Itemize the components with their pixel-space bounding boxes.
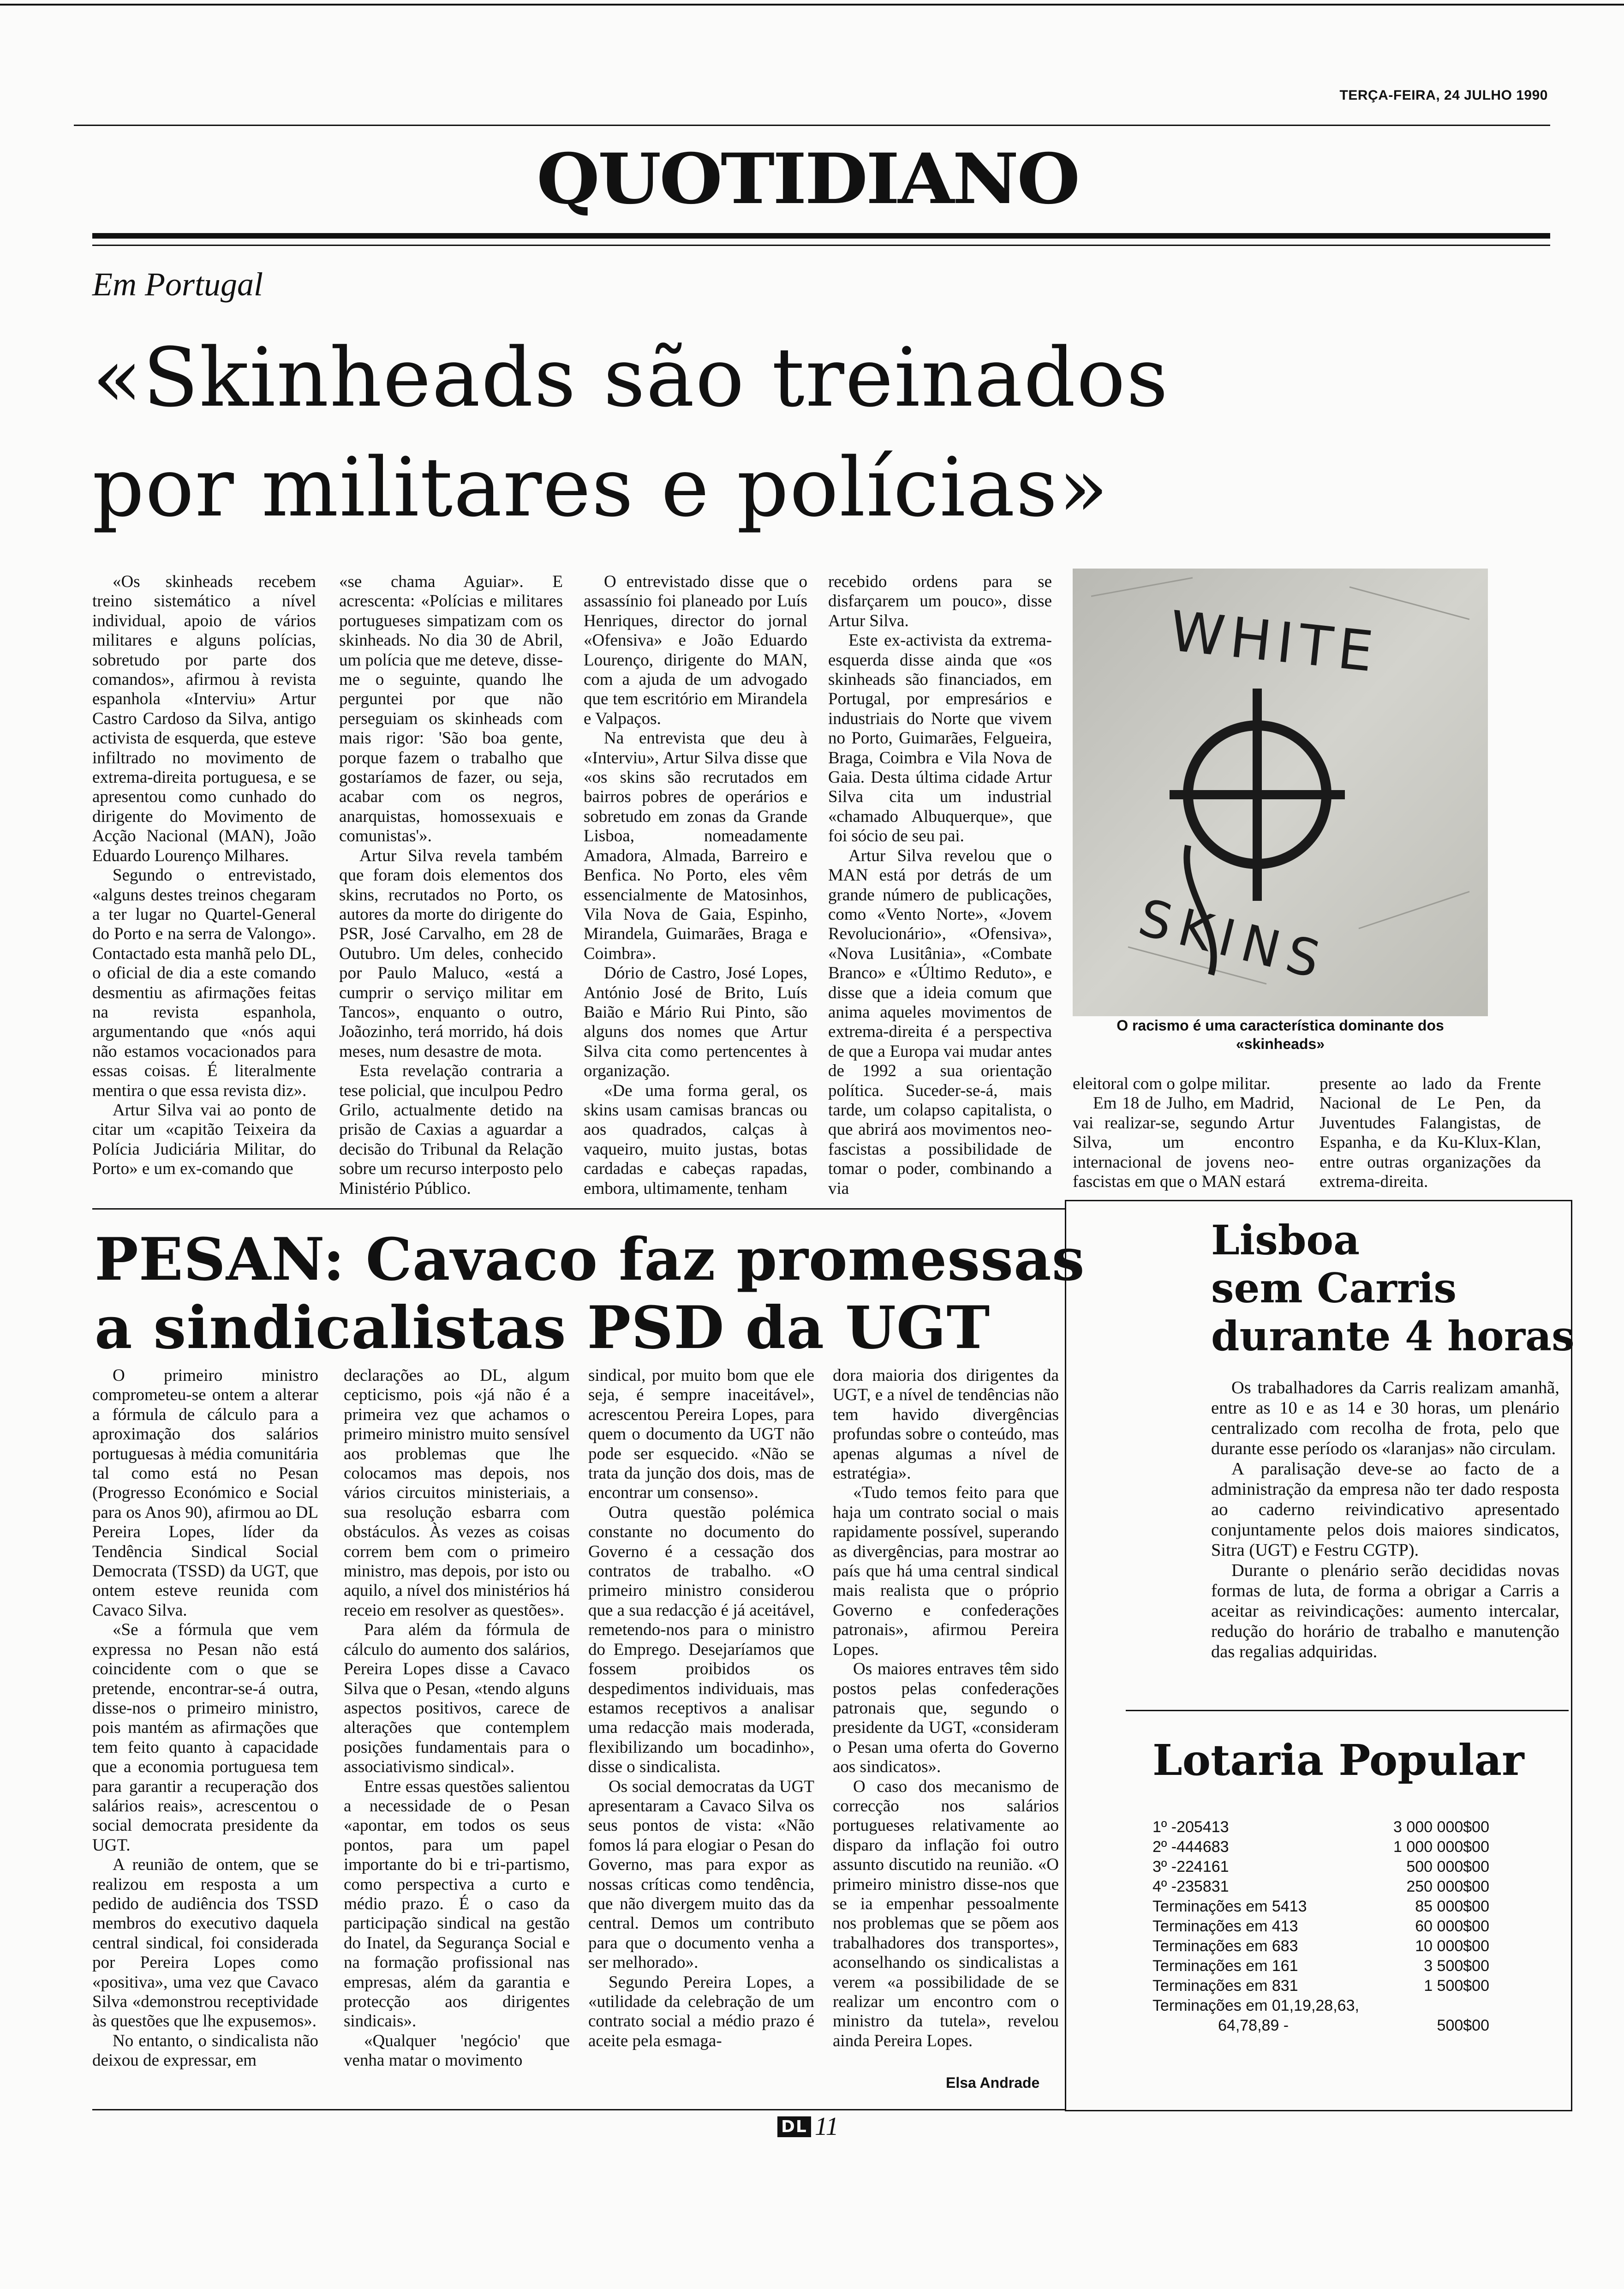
lotaria-value: 60 000$00 [1415, 1917, 1489, 1935]
pesan-column-2 [344, 1366, 570, 2071]
paragraph: Esta revelação contraria a tese policial, que inculpou Pedro Grilo, actualmente detido na prisão de Caxias a aguardar a decisão do Tribunal da Relação sobre um recurso interposto pelo Ministério Público. [339, 1061, 563, 1198]
carris-body [1211, 1378, 1559, 1662]
graffiti-text-skins: SKINS [1133, 887, 1334, 992]
paragraph: dora maioria dos dirigentes da UGT, e a nível de tendências não tem havido divergências profundas sobre o conteúdo, mas apenas algumas a nível de estratégia». [833, 1366, 1059, 1483]
pesan-column-3 [588, 1366, 814, 2051]
paragraph: sindical, por muito bom que ele seja, é sempre inaceitável», acrescentou Pereira Lopes, para quem o documento da UGT não pode ser esquecido. «Não se trata da junção dos dois, mas de encontrar um consenso». [588, 1366, 814, 1503]
lotaria-label: 2º -444683 [1152, 1838, 1229, 1856]
dl-logo: DL [777, 2116, 811, 2137]
paragraph: Para além da fórmula de cálculo do aumento dos salários, Pereira Lopes disse a Cavaco Silva que o Pesan, «tendo alguns aspectos positivos, carece de alterações que contemplem posições fundamentais para o associativismo sindical». [344, 1620, 570, 1777]
paragraph: No entanto, o sindicalista não deixou de expressar, em [92, 2031, 318, 2070]
lotaria-value: 500 000$00 [1406, 1858, 1489, 1876]
section-rule-thick [92, 233, 1550, 239]
paragraph: declarações ao DL, algum cepticismo, pois «já não é a primeira vez que achamos o primeiro ministro muito sensível aos problemas que lhe colocamos mas depois, nos vários circuitos ministeriais, a sua resolução esbarra com obstáculos. Às vezes as coisas correm bem com o primeiro ministro, mas depois, por isto ou aquilo, a nível dos ministérios há receio em resolver as questões». [344, 1366, 570, 1620]
paragraph: eleitoral com o golpe militar. [1073, 1074, 1271, 1093]
pesan-column-1 [92, 1366, 318, 2071]
lead-column-2 [339, 572, 563, 1198]
paragraph: presente ao lado da Frente Nacional de Le Pen, da Juventudes Falangistas, de Espanha, e da Ku-Klux-Klan, entre outras organizações da extrema-direita. [1320, 1074, 1541, 1192]
carris-headline-line-1: Lisboa [1211, 1216, 1360, 1264]
lotaria-title: Lotaria Popular [1152, 1735, 1524, 1785]
lotaria-label: Terminações em 161 [1152, 1957, 1298, 1975]
paragraph: A paralisação deve-se ao facto de a administração da empresa não ter dado resposta ao caderno reivindicativo apresentado conjuntamente pelos dois maiores sindicatos, Sitra (UGT) e Festru CGTP). [1211, 1459, 1559, 1560]
paragraph: «Tudo temos feito para que haja um contrato social o mais rapidamente possível, superando as divergências, para mostrar ao país que há uma central sindical mais realista que o próprio Governo e confederações patronais», afirmou Pereira Lopes. [833, 1483, 1059, 1659]
paragraph: Na entrevista que deu à «Interviu», Artur Silva disse que «os skins são recrutados em bairros pobres de operários e sobretudo em zonas da Grande Lisboa, nomeadamente Amadora, Almada, Barreiro e Benfica. No Porto, eles vêm essencialmente de Matosinhos, Vila Nova de Gaia, Espinho, Mirandela, Guimarães, Braga e Coimbra». [584, 729, 807, 963]
paragraph: A reunião de ontem, que se realizou em resposta a um pedido de audiência dos TSSD membros do executivo daquela central sindical, foi considerada por Pereira Lopes como «positiva», uma vez que Cavaco Silva «demonstrou receptividade às questões que lhe expusemos». [92, 1855, 318, 2031]
paragraph: O entrevistado disse que o assassínio foi planeado por Luís Henriques, director do jornal «Ofensiva» e João Eduardo Lourenço, dirigente do MAN, com a ajuda de um advogado que tem escritório em Mirandela e Valpaços. [584, 572, 807, 728]
pesan-headline-line-2: a sindicalistas PSD da UGT [95, 1294, 991, 1362]
lotaria-value: 1 000 000$00 [1393, 1838, 1489, 1856]
paragraph: Artur Silva vai ao ponto de citar um «capitão Teixeira da Polícia Judiciária Militar, do Porto» e um ex-comando que [92, 1100, 316, 1179]
section-title: QUOTIDIANO [536, 138, 1079, 220]
lotaria-value: 3 000 000$00 [1393, 1818, 1489, 1836]
page-footer [777, 2114, 839, 2139]
lotaria-label: 1º -205413 [1152, 1818, 1229, 1836]
lotaria-value: 1 500$00 [1424, 1977, 1489, 1995]
headline-line-2: por militares e polícias» [92, 440, 1109, 535]
lead-column-1 [92, 572, 316, 1179]
paragraph: «se chama Aguiar». E acrescenta: «Polícias e militares portugueses simpatizam com os skinheads. No dia 30 de Abril, um polícia que me deteve, disse-me o seguinte, quando lhe perguntei por que não perseguiam os skinheads com mais rigor: 'São boa gente, porque fazem o trabalho que gostaríamos de fazer, ou seja, acabar com os negros, anarquistas, homossexuais e comunistas'». [339, 572, 563, 846]
lead-column-3 [584, 572, 807, 1198]
paragraph: Segundo Pereira Lopes, a «utilidade da celebração de um contrato social a médio prazo é aceite pela esmaga- [588, 1972, 814, 2050]
paragraph: recebido ordens para se disfarçarem um pouco», disse Artur Silva. [828, 572, 1052, 630]
carris-headline-line-2: sem Carris [1211, 1264, 1457, 1312]
lotaria-label: Terminações em 01,19,28,63, [1152, 1997, 1359, 2014]
paragraph: Os maiores entraves têm sido postos pelas confederações patronais que, segundo o presidente da UGT, «consideram o Pesan uma oferta do Governo aos sindicatos». [833, 1660, 1059, 1777]
lotaria-label: Terminações em 413 [1152, 1917, 1298, 1935]
lotaria-label: Terminações em 683 [1152, 1937, 1298, 1955]
lotaria-value: 85 000$00 [1415, 1898, 1489, 1915]
lotaria-label: 64,78,89 - [1218, 2017, 1289, 2034]
page-number: 11 [814, 2112, 839, 2141]
lotaria-rule [1126, 1710, 1569, 1711]
photo-caption: O racismo é uma característica dominante dos «skinheads» [1116, 1017, 1444, 1052]
paragraph: Artur Silva revelou que o MAN está por detrás de um grande número de publicações, como «Vento Norte», «Jovem Revolucionário», «Ofensiva», «Nova Lusitânia», «Combate Branco» e «Último Reduto», e disse que a ideia comum que anima aqueles movimentos de extrema-direita é a perspectiva de que a Europa vai mudar antes de 1992 a sua orientação política. Suceder-se-á, mais tarde, um colapso capitalista, o que abrirá aos movimentos neo-fascistas a possibilidade de tomar o poder, combinando a via [828, 846, 1052, 1198]
paragraph: «Se a fórmula que vem expressa no Pesan não está coincidente com o que se pretende, encontrar-se-á outra, disse-nos o primeiro ministro, pois mantém as afirmações que tem feito quanto à capacidade que a economia portuguesa tem para garantir a recuperação dos salários reais», acrescentou o social democrata presidente da UGT. [92, 1620, 318, 1855]
paragraph: Dório de Castro, José Lopes, António José de Brito, Luís Baião e Mário Rui Pinto, são alguns dos nomes que Artur Silva cita como pertencentes à organização. [584, 964, 807, 1081]
pesan-headline-line-1: PESAN: Cavaco faz promessas [95, 1225, 1085, 1294]
dateline: TERÇA-FEIRA, 24 JULHO 1990 [1339, 88, 1548, 103]
paragraph: Durante o plenário serão decididas novas formas de luta, de forma a obrigar a Carris a aceitar as reivindicações: aumento intercalar, redução do horário de trabalho e manutenção das regalias adquiridas. [1211, 1561, 1559, 1661]
paragraph: Entre essas questões salientou a necessidade de o Pesan «apontar, em todos os seus pontos, para um papel importante do bi e tri-partismo, como perspectiva a curto e médio prazo. É o caso da participação sindical na gestão do Inatel, da Segurança Social e na formação profissional nas empresas, além da garantia e protecção aos dirigentes sindicais». [344, 1777, 570, 2031]
lead-column-6 [1320, 1074, 1541, 1192]
paragraph: «Os skinheads recebem treino sistemático a nível individual, apoio de vários militares e alguns polícias, sobretudo por parte dos comandos», afirmou à revista espanhola «Interviu» Artur Castro Cardoso da Silva, antigo activista de esquerda, que esteve infiltrado no movimento de extrema-direita portuguesa, e se apresentou como cunhado do dirigente do Movimento de Acção Nacional (MAN), João Eduardo Lourenço Milhares. [92, 572, 316, 865]
lead-column-4 [828, 572, 1052, 1198]
paragraph: Outra questão polémica constante no documento do Governo é a cessação dos contratos de trabalho. «O primeiro ministro considerou que a sua redacção é já aceitável, remetendo-nos para o ministro do Emprego. Desejaríamos que fossem proibidos os despedimentos individuais, mas estamos receptivos a analisar uma redacção mais moderada, flexibilizando um bocadinho», disse o sindicalista. [588, 1503, 814, 1777]
paragraph: Os social democratas da UGT apresentaram a Cavaco Silva os seus pontos de vista: «Não fomos lá para elogiar o Pesan do Governo, mas para expor as nossas críticas como tendência, que não divergem muito das da central. Demos um contributo para que o documento venha a ser melhorado». [588, 1777, 814, 1972]
kicker: Em Portugal [92, 266, 263, 303]
paragraph: Este ex-activista da extrema-esquerda disse ainda que «os skinheads são financiados, em Portugal, por empresários e industriais do Norte que vivem no Porto, Guimarães, Felgueira, Braga, Coimbra e Vila Nova de Gaia. Desta última cidade Artur Silva cita um industrial «chamado Albuquerque», que foi sócio de seu pai. [828, 631, 1052, 846]
paragraph: O caso dos mecanismo de correcção nos salários portugueses relativamente ao disparo da inflação foi outro assunto discutido na reunião. «O primeiro ministro disse-nos que se ia empenhar pessoalmente nos problemas que se põem aos trabalhadores dos transportes», aconselhando os sindicalistas a verem «a possibilidade de se realizar um encontro com o ministro da tutela», revelou ainda Pereira Lopes. [833, 1777, 1059, 2050]
paragraph: O primeiro ministro comprometeu-se ontem a alterar a fórmula de cálculo para a aproximação dos salários portuguesas à média comunitária tal como está no Pesan (Progresso Económico e Social para os Anos 90), afirmou ao DL Pereira Lopes, líder da Tendência Sindical Social Democrata (TSSD) da UGT, que ontem esteve reunida com Cavaco Silva. [92, 1366, 318, 1620]
carris-headline-line-3: durante 4 horas [1211, 1312, 1575, 1360]
lotaria-value: 250 000$00 [1406, 1878, 1489, 1895]
lotaria-label: Terminações em 5413 [1152, 1898, 1307, 1915]
lotaria-label: Terminações em 831 [1152, 1977, 1298, 1995]
paragraph: Artur Silva revela também que foram dois elementos dos skins, recrutados no Porto, os autores da morte do dirigente do PSR, José Carvalho, em 28 de Outubro. Um deles, conhecido por Paulo Maluco, «está a cumprir o serviço militar em Tancos», enquanto o outro, Joãozinho, terá morrido, há dois meses, num desastre de mota. [339, 846, 563, 1061]
byline: Elsa Andrade [946, 2074, 1040, 2091]
paragraph: Em 18 de Julho, em Madrid, vai realizar-se, segundo Artur Silva, um encontro internacional de jovens neo-fascistas em que o MAN estará [1073, 1094, 1294, 1192]
pesan-column-4 [833, 1366, 1059, 2051]
headline-line-1: «Skinheads são treinados [92, 330, 1169, 425]
paragraph: Os trabalhadores da Carris realizam amanhã, entre as 10 e as 14 e 30 horas, um plenário centralizado com recolha de frota, pelo que durante esse período os «laranjas» não circulam. [1211, 1378, 1559, 1458]
lotaria-value: 3 500$00 [1424, 1957, 1489, 1975]
lotaria-value: 500$00 [1437, 2017, 1489, 2034]
top-border [0, 4, 1624, 6]
lead-column-5 [1073, 1074, 1294, 1192]
paragraph: «De uma forma geral, os skins usam camisas brancas ou aos quadrados, calças à vaqueiro, muito justas, botas cardadas e cabeças rapadas, embora, ultimamente, tenham [584, 1081, 807, 1198]
header-rule [74, 125, 1550, 126]
lotaria-value: 10 000$00 [1415, 1937, 1489, 1955]
paragraph: Segundo o entrevistado, «alguns destes treinos chegaram a ter lugar no Quartel-General do Porto e na serra de Valongo». Contactado esta manhã pelo DL, o oficial de dia a este comando desmentiu as afirmações feitas na revista espanhola, argumentando que «nós aqui não estamos vocacionados para essas coisas. É literalmente mentira o que essa revista diz». [92, 866, 316, 1100]
section-rule-thin [92, 245, 1550, 246]
graffiti-text-white: WHITE [1166, 599, 1382, 685]
lotaria-label: 3º -224161 [1152, 1858, 1229, 1876]
skinheads-photo [1073, 569, 1488, 1016]
lotaria-label: 4º -235831 [1152, 1878, 1229, 1895]
paragraph: «Qualquer 'negócio' que venha matar o movimento [344, 2031, 570, 2070]
pesan-bottom-rule [92, 2109, 1065, 2110]
story-separator [92, 1208, 1065, 1210]
